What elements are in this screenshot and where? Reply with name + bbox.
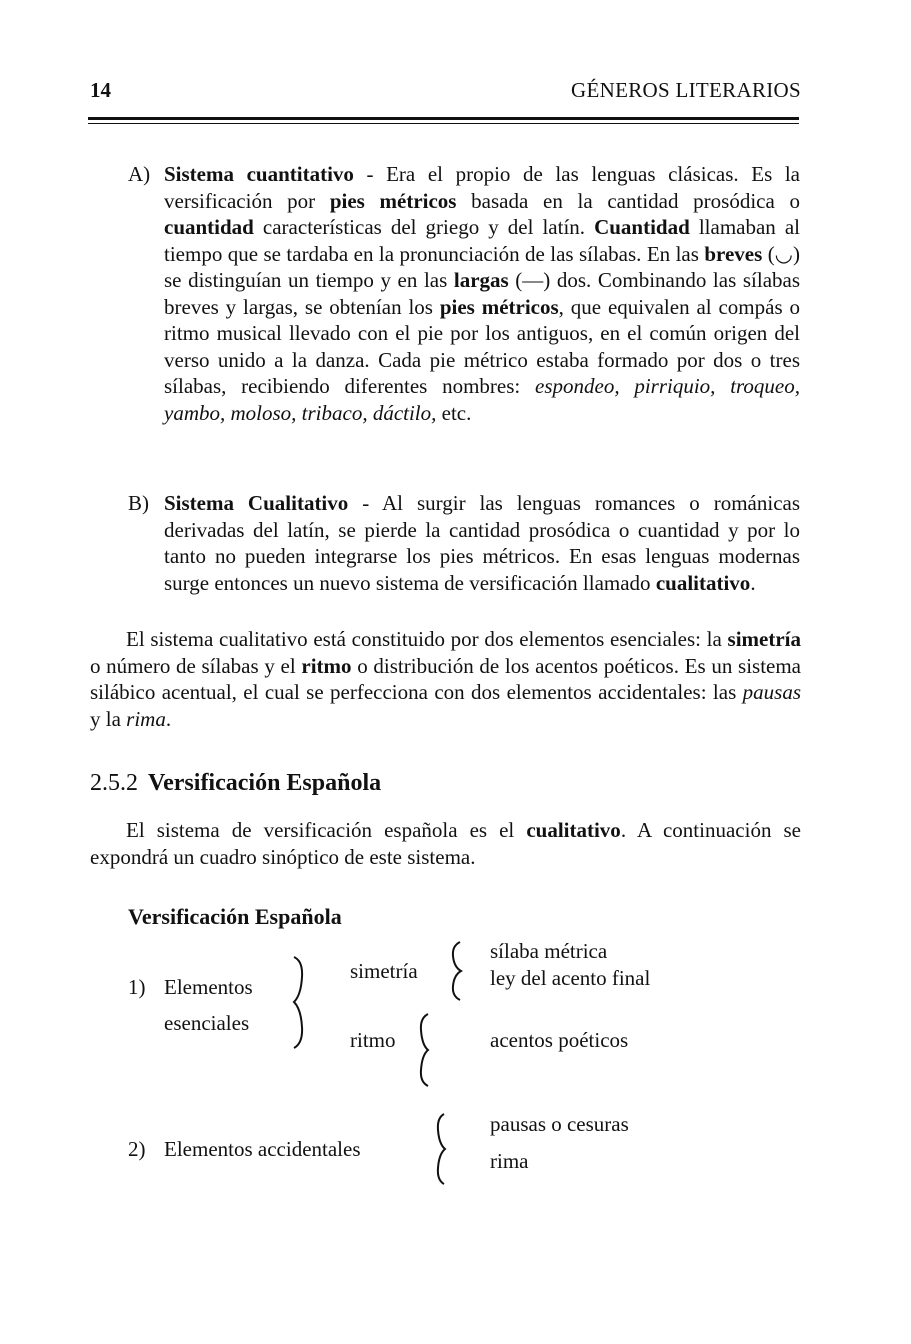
- item-a-body: [164, 161, 800, 426]
- item-a-marker: A): [128, 162, 151, 186]
- ritmo-brace: [415, 1012, 435, 1088]
- bold-run: cualitativo: [655, 570, 751, 595]
- group-2-number: 2): [128, 1137, 146, 1161]
- simetria-brace: [448, 940, 468, 1002]
- ley-acento-final: ley del acento final: [490, 966, 651, 990]
- page-header: [90, 78, 801, 110]
- text-run: (◡) se distinguían un tiempo y en las: [164, 241, 800, 292]
- group-2-label: Elementos accidentales: [164, 1137, 361, 1161]
- group-1-number: 1): [128, 975, 146, 999]
- text-run: .: [165, 706, 172, 731]
- group-1-brace: [288, 955, 308, 1050]
- bold-run: breves: [704, 241, 763, 266]
- section-heading: [90, 770, 381, 797]
- text-run: - Era el propio de las lenguas clásicas. Es la versificación por: [164, 162, 800, 213]
- section-number: 2.5.2: [90, 770, 138, 796]
- simetria-label: simetría: [350, 959, 418, 983]
- text-run: .: [750, 570, 756, 595]
- text-run: características del griego y del latín.: [253, 215, 595, 239]
- group-1-label-line1: Elementos: [164, 975, 253, 999]
- italic-run: pausas: [742, 680, 801, 704]
- running-head: GÉNEROS LITERARIOS: [571, 78, 801, 102]
- silaba-metrica: sílaba métrica: [490, 939, 608, 963]
- bold-run: largas: [453, 268, 509, 292]
- bold-run: cualitativo: [526, 818, 621, 842]
- italic-run: rima: [126, 706, 166, 731]
- header-rule-thin: [88, 123, 799, 124]
- paragraph-sistema-cualitativo: [90, 626, 801, 732]
- text-run: y la: [90, 706, 127, 731]
- text-run: o distribución de los acentos poéticos. Es un sistema silábico acentual, el cual se perfecciona con dos elementos accidentales: las: [90, 653, 802, 704]
- text-run: , que equivalen al compás o ritmo musical llevado con el pie por los antiguos, en el común origen del verso unido a la danza. Cada pie métrico estaba formado por dos o tres sílabas, recibiendo diferentes nombres:: [164, 294, 800, 398]
- ritmo-label: ritmo: [350, 1028, 396, 1052]
- synoptic-title: Versificación Española: [128, 904, 342, 929]
- bold-run: cuantidad: [164, 215, 254, 239]
- rima: rima: [490, 1149, 529, 1173]
- group-2-brace: [432, 1112, 452, 1186]
- text-run: etc.: [436, 400, 472, 425]
- item-b-term: Sistema Cualitativo: [164, 491, 349, 515]
- paragraph-versificacion-espanola: [90, 817, 801, 870]
- text-run: llamaban al tiempo que se tardaba en la pronunciación de las sílabas. En las: [164, 215, 800, 266]
- item-b-sistema-cualitativo: [128, 490, 800, 596]
- page-number: 14: [90, 78, 111, 102]
- section-title: Versificación Española: [148, 770, 382, 796]
- text-run: El sistema de versificación española es el: [126, 818, 527, 842]
- item-b-marker: B): [128, 491, 149, 515]
- text-run: (—) dos. Combinando las sílabas breves y largas, se obtenían los: [164, 268, 801, 319]
- header-rule: [88, 117, 799, 120]
- pausas-cesuras: pausas o cesuras: [490, 1112, 629, 1136]
- group-1-label-line2: esenciales: [164, 1011, 250, 1035]
- bold-run: simetría: [727, 627, 801, 651]
- italic-run: espondeo, pirriquio, troqueo, yambo, moloso, tribaco, dáctilo,: [164, 374, 800, 425]
- text-run: o número de sílabas y el: [90, 653, 302, 678]
- text-run: basada en la cantidad prosódica o: [456, 188, 800, 213]
- text-run: - Al surgir las lenguas romances o románicas derivadas del latín, se pierde la cantidad prosódica o cuantidad y por lo tanto no pueden integrarse los pies métricos. En esas lenguas modernas surge entonces un nuevo sistema de versificación llamado: [164, 491, 801, 595]
- bold-run: pies métricos: [329, 188, 457, 213]
- text-run: El sistema cualitativo está constituido por dos elementos esenciales: la: [126, 627, 728, 651]
- item-b-body: [164, 490, 800, 596]
- bold-run: pies métricos: [439, 294, 559, 319]
- item-a-sistema-cuantitativo: [128, 161, 800, 426]
- item-a-term: Sistema cuantitativo: [164, 162, 354, 186]
- text-run: . A continuación se expondrá un cuadro sinóptico de este sistema.: [90, 818, 801, 869]
- acentos-poeticos: acentos poéticos: [490, 1028, 629, 1052]
- bold-run: Cuantidad: [594, 215, 690, 239]
- bold-run: ritmo: [301, 653, 352, 678]
